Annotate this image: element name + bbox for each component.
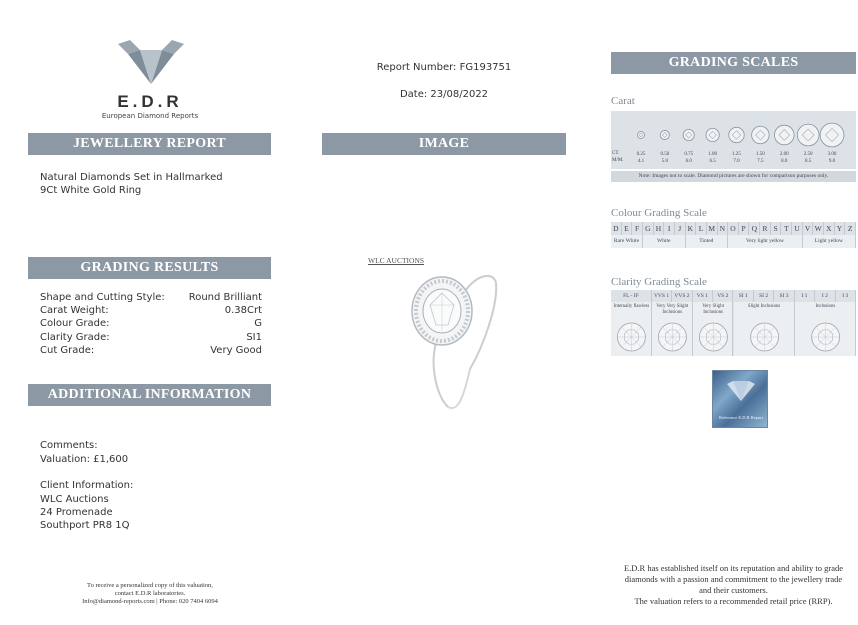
colour-title: Colour Grading Scale <box>611 207 707 219</box>
clarity-group <box>734 302 795 356</box>
seal-text: Reference E.D.R Report <box>719 415 763 420</box>
carat-ct-value: 2.00 <box>779 152 789 157</box>
footer-right-line-4: The valuation refers to a recommended retail price (RRP). <box>634 596 833 606</box>
colour-letter: R <box>760 222 771 235</box>
carat-mm-value: 8.5 <box>805 159 812 164</box>
clarity-grade: SI 3 <box>774 290 794 302</box>
carat-ct-value: 1.00 <box>708 152 717 157</box>
carat-ct-value: 2.50 <box>803 152 813 157</box>
grading-results-header: GRADING RESULTS <box>28 257 271 279</box>
colour-letter: F <box>632 222 643 235</box>
logo-tagline: European Diamond Reports <box>101 112 199 120</box>
logo-mark: E.D.R <box>117 92 183 111</box>
result-label: Colour Grade: <box>40 318 110 329</box>
result-label: Shape and Cutting Style: <box>40 292 165 303</box>
image-caption: WLC AUCTIONS <box>368 256 425 265</box>
client-information-label: Client Information: <box>40 480 134 491</box>
carat-ct-label: CT. <box>612 151 620 156</box>
carat-mm-value: 4.1 <box>637 159 645 164</box>
footer-right-line-2: diamonds with a passion and commitment to the jewellery trade <box>624 574 843 584</box>
clarity-group-label: Very Slight Inclusions <box>702 304 724 315</box>
result-row-carat <box>40 305 262 316</box>
colour-letter: G <box>643 222 654 235</box>
footer-left <box>50 582 250 606</box>
colour-letter: Y <box>835 222 846 235</box>
result-value: 0.38Crt <box>224 305 262 316</box>
colour-letter: T <box>781 222 792 235</box>
diamond-logo-icon <box>118 40 184 84</box>
carat-mm-row <box>611 158 856 165</box>
result-value: Round Brilliant <box>188 292 262 303</box>
clarity-title: Clarity Grading Scale <box>611 276 707 288</box>
carat-diamond-0 <box>637 132 644 139</box>
result-label: Carat Weight: <box>40 305 109 316</box>
colour-letter: K <box>686 222 697 235</box>
clarity-grade: I 2 <box>815 290 835 302</box>
colour-group-label: Tinted <box>686 235 729 248</box>
valuation: Valuation: £1,600 <box>40 454 129 465</box>
carat-mm-label: M/M. <box>612 158 624 163</box>
clarity-grade: VVS 1 <box>652 290 672 302</box>
hologram-seal <box>712 370 768 428</box>
clarity-diamond-icon <box>795 319 856 355</box>
carat-note-box <box>611 171 856 182</box>
carat-mm-value: 5.0 <box>661 159 668 164</box>
edr-logo <box>80 40 220 120</box>
colour-letter: U <box>792 222 803 235</box>
grading-scales-header: GRADING SCALES <box>611 52 856 74</box>
seal-diamond-icon <box>727 381 755 401</box>
colour-letter: X <box>824 222 835 235</box>
result-label: Cut Grade: <box>40 345 95 356</box>
footer-left-line-1: To receive a personalized copy of this valuation, <box>87 582 213 589</box>
colour-letter: Z <box>845 222 856 235</box>
clarity-group <box>693 302 734 356</box>
clarity-diamond-icon <box>611 319 652 355</box>
clarity-diamond-icon <box>693 319 734 355</box>
clarity-group <box>611 302 652 356</box>
colour-letter: D <box>611 222 622 235</box>
carat-ct-value: 0.25 <box>636 152 646 157</box>
client-line-2: 24 Promenade <box>40 507 113 518</box>
description-line-2: 9Ct White Gold Ring <box>40 185 142 196</box>
clarity-diamond-icon <box>734 319 795 355</box>
carat-diamond-2 <box>683 129 694 140</box>
colour-group-label: Light yellow <box>803 235 856 248</box>
clarity-grade: SI 2 <box>754 290 774 302</box>
carat-diamond-8 <box>820 123 844 147</box>
carat-diamond-6 <box>774 125 794 145</box>
footer-right-line-3: and their customers. <box>699 585 768 595</box>
clarity-grade: VS 1 <box>693 290 713 302</box>
colour-letter: E <box>622 222 633 235</box>
clarity-group-label: Slight Inclusions <box>747 304 781 309</box>
carat-mm-value: 7.0 <box>733 159 740 164</box>
colour-groups <box>611 235 856 248</box>
footer-right <box>611 563 856 607</box>
carat-ct-value: 1.25 <box>732 152 741 157</box>
carat-title: Carat <box>611 95 635 107</box>
report-number: Report Number: FG193751 <box>376 62 512 73</box>
clarity-diamond-icon <box>652 319 693 355</box>
colour-letter: V <box>803 222 814 235</box>
carat-diamond-5 <box>752 126 770 144</box>
footer-right-line-1: E.D.R has established itself on its reputation and ability to grade <box>623 563 844 573</box>
carat-scale <box>611 111 856 169</box>
carat-ct-value: 0.50 <box>660 152 670 157</box>
carat-ct-row <box>611 151 856 158</box>
carat-mm-value: 8.0 <box>781 159 788 164</box>
result-value: Very Good <box>210 345 262 356</box>
colour-letter: H <box>654 222 665 235</box>
clarity-grade: SI 1 <box>734 290 754 302</box>
jewellery-report-header: JEWELLERY REPORT <box>28 133 271 155</box>
result-label: Clarity Grade: <box>40 332 110 343</box>
clarity-grade: FL - IF <box>611 290 652 302</box>
colour-group-label: White <box>643 235 686 248</box>
colour-letter: M <box>707 222 718 235</box>
client-line-3: Southport PR8 1Q <box>40 520 130 531</box>
colour-letter: S <box>771 222 782 235</box>
footer-left-line-3: Info@diamond-reports.com | Phone: 020 7404 6094 <box>82 598 218 605</box>
clarity-group <box>795 302 856 356</box>
client-line-1: WLC Auctions <box>40 494 109 505</box>
carat-ct-value: 0.75 <box>684 152 694 157</box>
carat-ct-value: 1.50 <box>756 152 765 157</box>
carat-mm-value: 6.5 <box>709 159 716 164</box>
colour-group-label: Rare White <box>611 235 643 248</box>
colour-letter: N <box>718 222 729 235</box>
colour-letter: P <box>739 222 750 235</box>
colour-group-label: Very light yellow <box>728 235 803 248</box>
clarity-group <box>652 302 693 356</box>
ring-image <box>400 265 500 415</box>
carat-mm-value: 9.0 <box>828 159 836 164</box>
colour-letter: I <box>664 222 675 235</box>
additional-information-header: ADDITIONAL INFORMATION <box>28 384 271 406</box>
clarity-grade: I 3 <box>836 290 856 302</box>
carat-mm-value: 7.5 <box>757 159 764 164</box>
comments-label: Comments: <box>40 440 98 451</box>
carat-ct-value: 3.00 <box>827 152 837 157</box>
carat-mm-value: 6.0 <box>685 159 692 164</box>
clarity-grade: VS 2 <box>713 290 733 302</box>
clarity-grades <box>611 290 856 302</box>
clarity-group-label: Inclusions <box>815 304 836 309</box>
result-row-cut <box>40 345 262 356</box>
carat-diamonds <box>611 111 856 151</box>
result-row-shape <box>40 292 262 303</box>
carat-diamond-4 <box>729 127 744 142</box>
report-date: Date: 23/08/2022 <box>399 89 489 100</box>
colour-letter: J <box>675 222 686 235</box>
clarity-groups <box>611 302 856 356</box>
image-header: IMAGE <box>322 133 566 155</box>
colour-letters <box>611 222 856 235</box>
description-line-1: Natural Diamonds Set in Hallmarked <box>40 172 223 183</box>
carat-diamond-7 <box>797 124 819 146</box>
clarity-group-label: Very Very Slight Inclusions <box>656 304 689 315</box>
colour-letter: Q <box>749 222 760 235</box>
result-value: G <box>254 318 262 329</box>
colour-letter: O <box>728 222 739 235</box>
carat-diamond-3 <box>706 128 719 141</box>
clarity-group-label: Internally flawless <box>613 304 650 309</box>
colour-letter: W <box>813 222 824 235</box>
colour-letter: L <box>696 222 707 235</box>
colour-scale <box>611 222 856 248</box>
result-row-colour <box>40 318 262 329</box>
footer-left-line-2: contact E.D.R laboratories. <box>114 590 186 597</box>
clarity-scale <box>611 290 856 356</box>
result-value: SI1 <box>246 332 262 343</box>
carat-diamond-1 <box>660 130 669 139</box>
clarity-grade: I 1 <box>795 290 815 302</box>
clarity-grade: VVS 2 <box>672 290 692 302</box>
carat-note: Note: Images not to scale. Diamond pictures are shown for comparison purposes only. <box>638 173 829 179</box>
result-row-clarity <box>40 332 262 343</box>
